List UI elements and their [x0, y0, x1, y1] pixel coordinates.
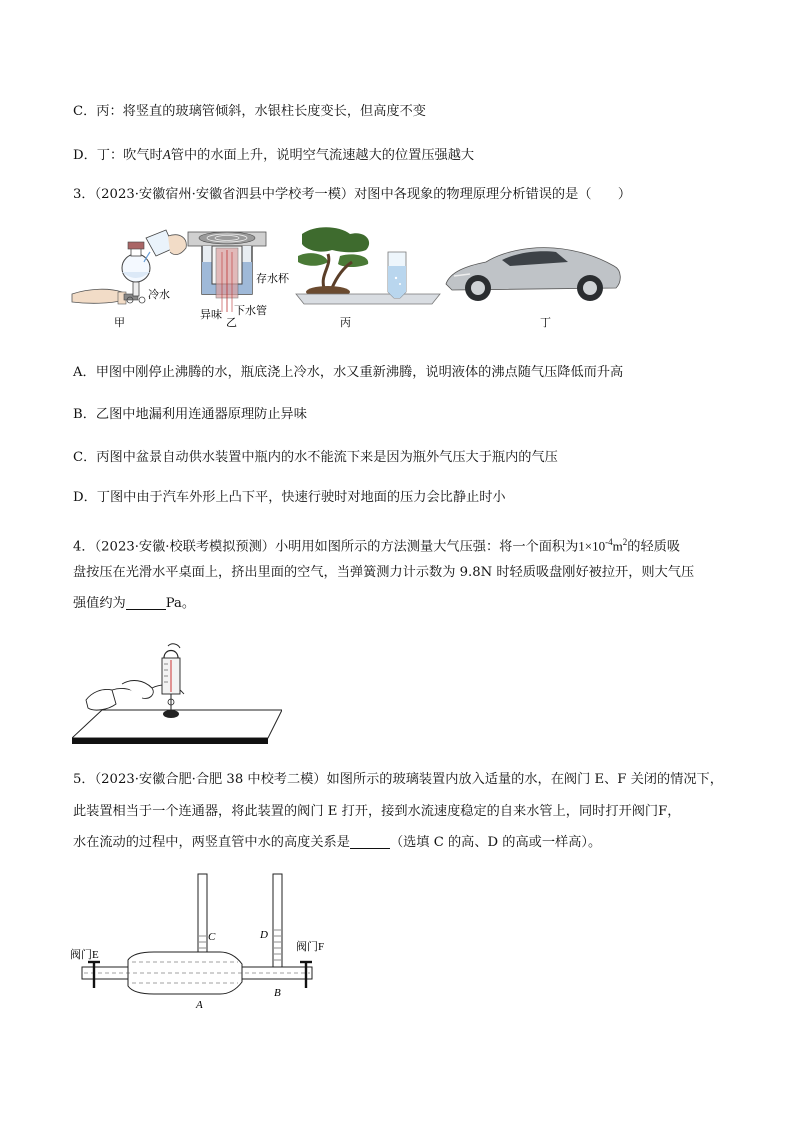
- question-4-text-c: 强值约为: [73, 596, 126, 611]
- label-valve-f: 阀门F: [296, 941, 325, 953]
- label-cold-water: 冷水: [148, 289, 170, 301]
- area-unit-exponent: 2: [622, 537, 628, 547]
- option-2d-prefix: D．丁：吹气时: [73, 148, 163, 163]
- area-exponent: -4: [605, 537, 613, 547]
- option-3b: B．乙图中地漏利用连通器原理防止异味: [73, 407, 307, 422]
- option-3c: C．丙图中盆景自动供水装置中瓶内的水不能流下来是因为瓶外气压大于瓶内的气压: [73, 450, 558, 465]
- question-5-line-3: [73, 834, 601, 852]
- label-valve-e: 阀门E: [70, 949, 99, 961]
- answer-blank-q5[interactable]: [350, 834, 390, 849]
- option-2d-variable: A: [162, 147, 171, 162]
- label-c: C: [208, 931, 216, 943]
- question-4-line-1: [73, 533, 680, 556]
- question-4-line-2: 盘按压在光滑水平桌面上，挤出里面的空气，当弹簧测力计示数为 9.8N 时轻质吸盘刚好被拉开，则大气压: [73, 565, 695, 580]
- label-odor: 异味: [200, 309, 222, 321]
- label-drain-pipe: 下水管: [234, 305, 267, 317]
- question-5-line-2: 此装置相当于一个连通器，将此装置的阀门 E 打开，接到水流速度稳定的自来水管上，同时打开阀门F，: [73, 804, 681, 819]
- label-jia: 甲: [114, 317, 125, 328]
- question-3-figure: [70, 222, 630, 328]
- label-yi: 乙: [226, 317, 237, 328]
- option-3a: A．甲图中刚停止沸腾的水，瓶底浇上冷水，水又重新沸腾，说明液体的沸点随气压降低而升高: [73, 365, 624, 380]
- answer-blank-q4[interactable]: [126, 595, 166, 610]
- label-b: B: [274, 987, 281, 999]
- option-3d: D．丁图中由于汽车外形上凸下平，快速行驶时对地面的压力会比静止时小: [73, 490, 506, 505]
- bonsai-illustration: [296, 227, 440, 304]
- floor-drain-illustration: [188, 232, 266, 312]
- option-2d: [73, 146, 474, 165]
- label-bing: 丙: [340, 317, 351, 328]
- label-a: A: [196, 999, 203, 1011]
- label-d: D: [260, 929, 268, 941]
- question-5-line-1: 5．（2023·安徽合肥·合肥 38 中校考二模）如图所示的玻璃装置内放入适量的水，在阀门 E、F 关闭的情况下，: [73, 772, 723, 787]
- question-4-line-3: [73, 595, 195, 613]
- label-water-cup: 存水杯: [256, 273, 289, 285]
- question-5-text-b: （选填 C 的高、D 的高或一样高）。: [389, 835, 602, 850]
- question-4-text-b: 的轻质吸: [627, 539, 681, 555]
- question-3-stem: 3．（2023·安徽宿州·安徽省泗县中学校考一模）对图中各现象的物理原理分析错误的是（ ）: [73, 187, 632, 202]
- suction-cup-illustration: [72, 644, 282, 744]
- question-4-text-d: Pa。: [165, 596, 196, 611]
- car-illustration: [446, 248, 620, 301]
- question-5-text-a: 水在流动的过程中，两竖直管中水的高度关系是: [73, 835, 350, 850]
- area-unit: m: [612, 538, 623, 554]
- option-2d-suffix: 管中的水面上升，说明空气流速越大的位置压强越大: [170, 148, 475, 163]
- option-2c: C．丙：将竖直的玻璃管倾斜，水银柱长度变长，但高度不变: [73, 104, 426, 119]
- question-4-text-a: 4．（2023·安徽·校联考模拟预测）小明用如图所示的方法测量大气压强：将一个面积为: [73, 539, 579, 555]
- glass-apparatus-illustration: [82, 874, 312, 994]
- label-ding: 丁: [540, 317, 551, 328]
- area-coefficient: 1×10: [578, 538, 606, 554]
- question-4-figure: [72, 640, 282, 746]
- question-5-figure: [70, 870, 340, 1016]
